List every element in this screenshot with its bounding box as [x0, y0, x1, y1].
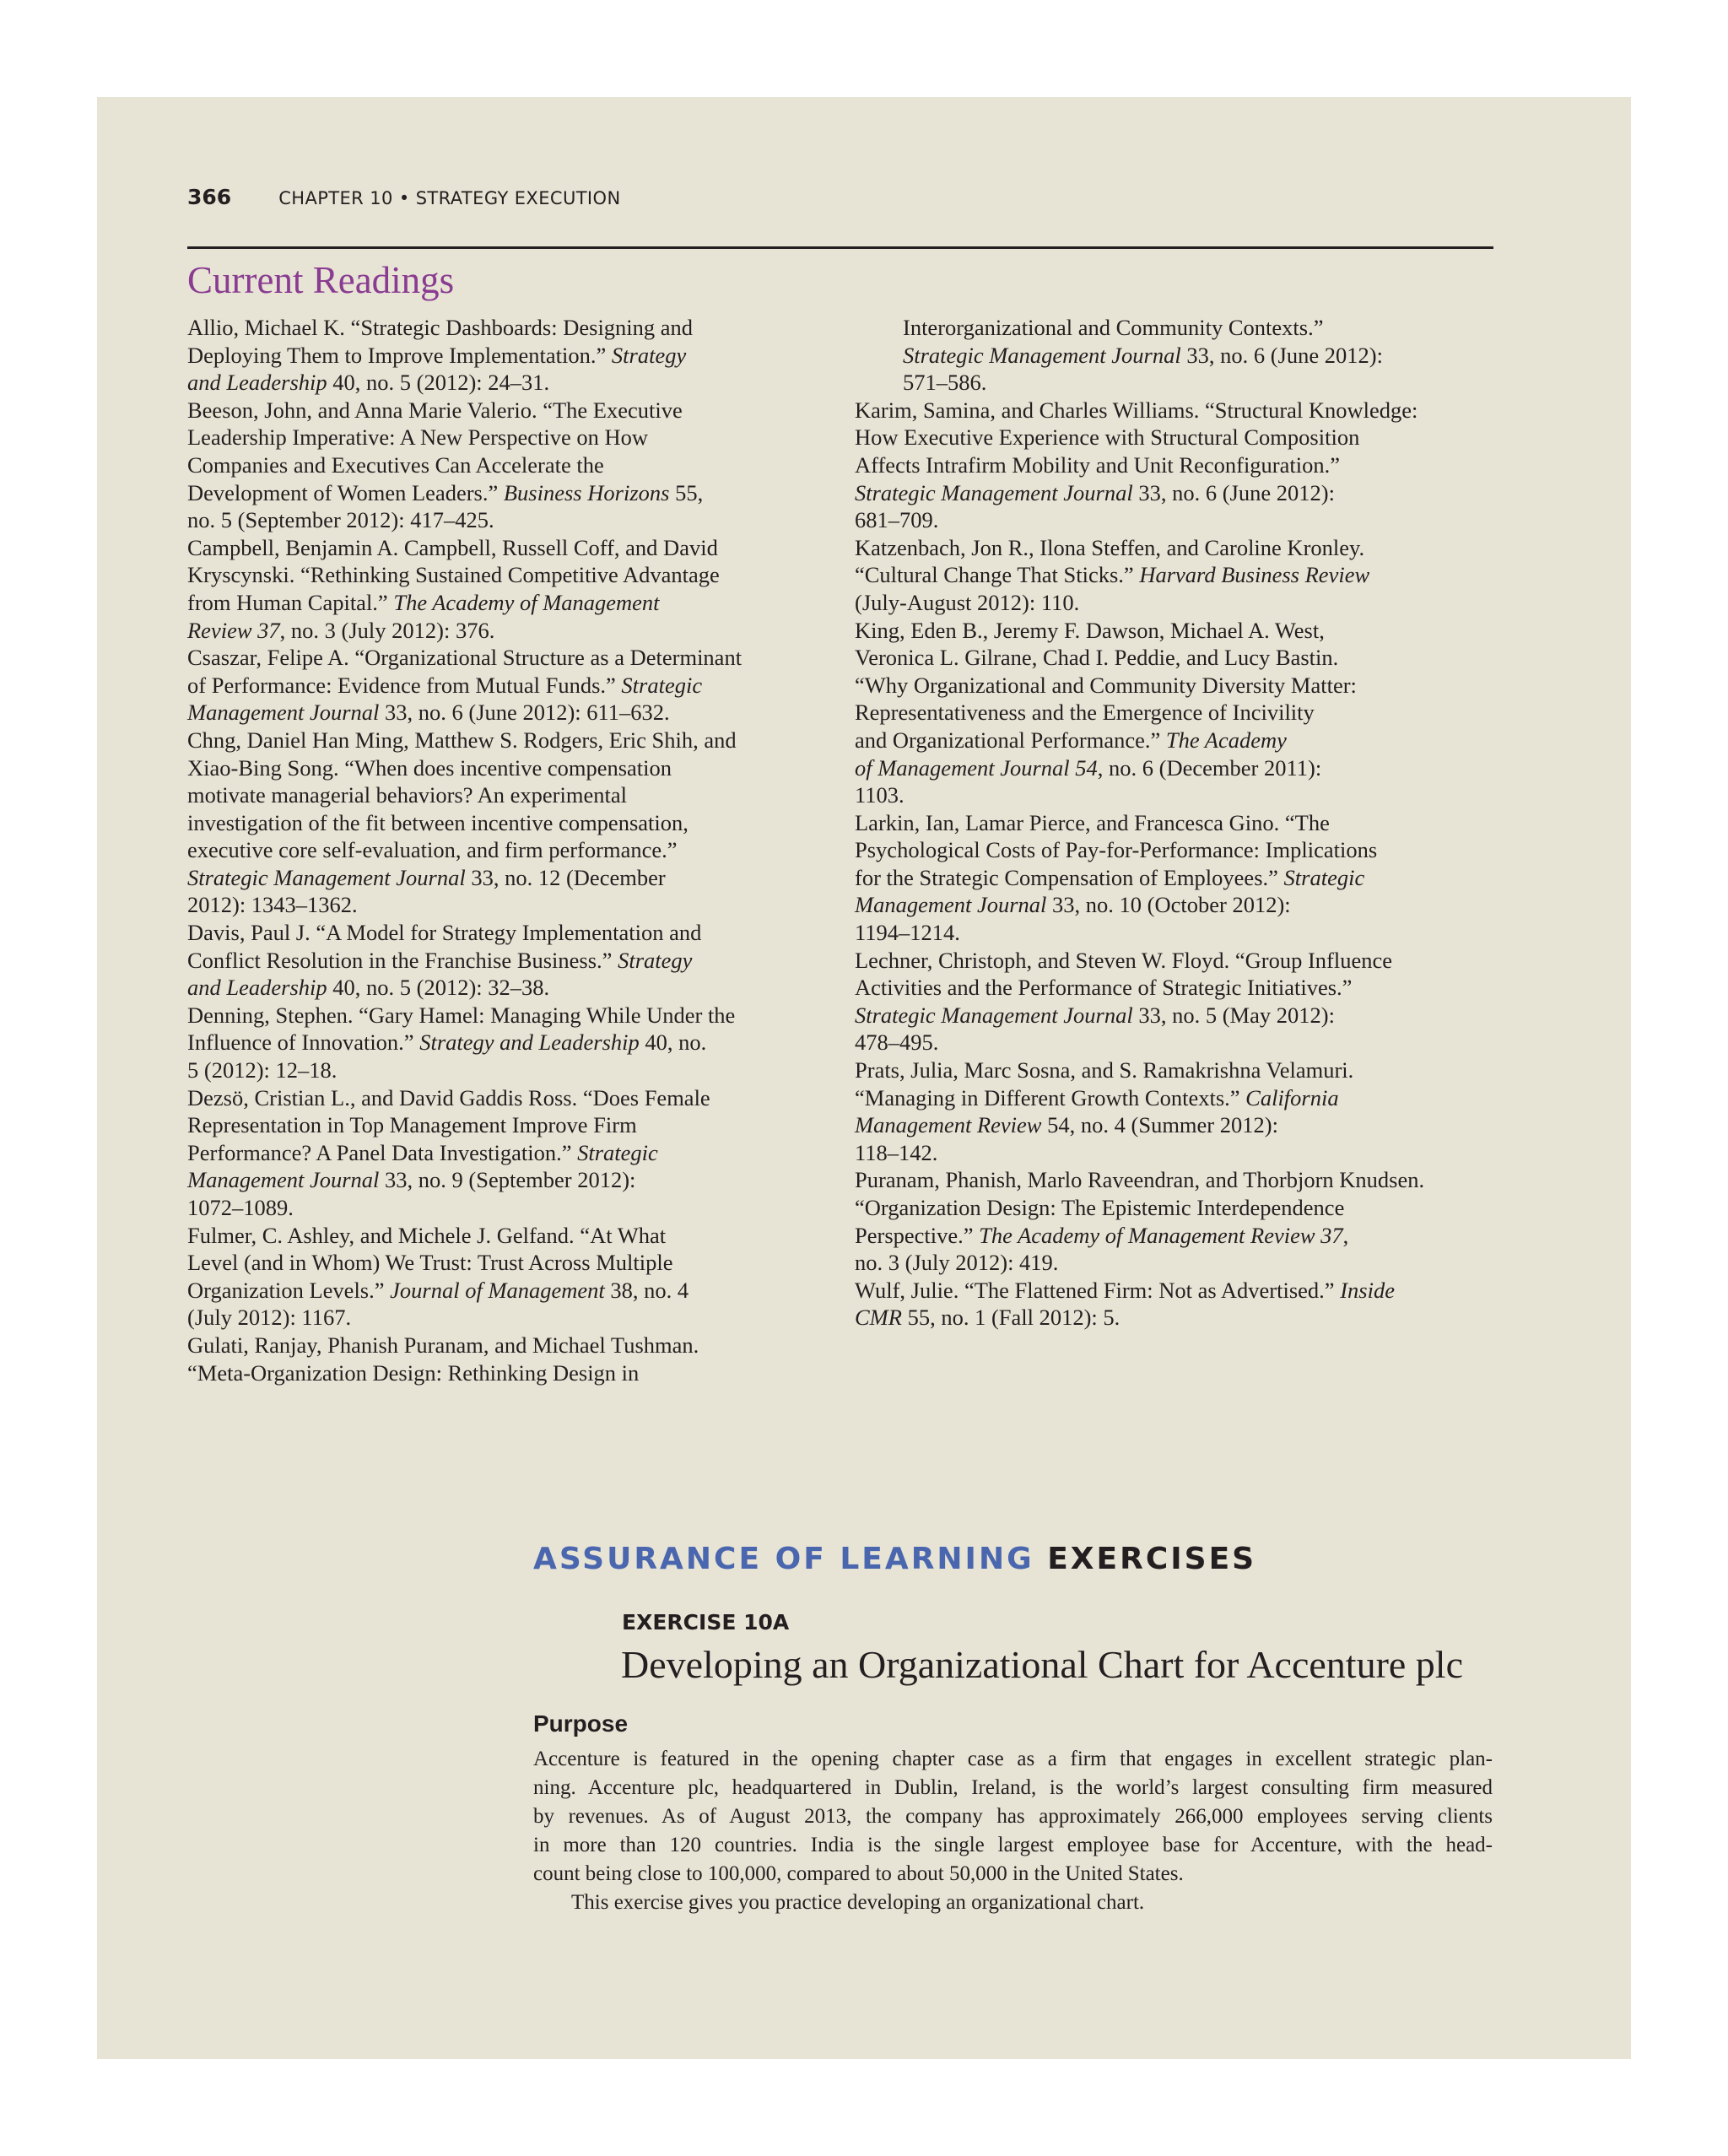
reference-entry: Karim, Samina, and Charles Williams. “Structural Knowledge: How Executive Experience with Structural Composition Affects Intrafirm Mobility and Unit Reconfiguration.” Strategic Management Journal 33, no. 6 (June 2012): 681–709.	[855, 397, 1418, 533]
aol-title-dark: EXERCISES	[1047, 1542, 1257, 1576]
page-number: 366	[187, 185, 232, 209]
exercise-label: EXERCISE 10A	[622, 1610, 790, 1635]
reference-entry: Prats, Julia, Marc Sosna, and S. Ramakrishna Velamuri. “Managing in Different Growth Contexts.” California Management Review 54, no. 4 (Summer 2012): 118–142.	[855, 1057, 1354, 1165]
purpose-line: ning. Accenture plc, headquartered in Dublin, Ireland, is the world’s largest consulting firm measured	[533, 1776, 1493, 1799]
header-rule	[187, 246, 1493, 249]
current-readings-title: Current Readings	[187, 259, 455, 301]
reference-entry: Campbell, Benjamin A. Campbell, Russell Coff, and David Kryscynski. “Rethinking Sustained Competitive Advantage from Human Capital.” The Academy of Management Review 37, no. 3 (July 2012): 376.	[187, 534, 720, 643]
reference-entry: Fulmer, C. Ashley, and Michele J. Gelfand. “At What Level (and in Whom) We Trust: Trust Across Multiple Organization Levels.” Journal of Management 38, no. 4 (July 2012): 1167.	[187, 1222, 689, 1331]
purpose-heading: Purpose	[533, 1710, 629, 1737]
readings-right-column	[855, 314, 1509, 1332]
reference-entry: Lechner, Christoph, and Steven W. Floyd. “Group Influence Activities and the Performance of Strategic Initiatives.” Strategic Management Journal 33, no. 5 (May 2012): 478–495.	[855, 947, 1393, 1056]
reference-entry: Puranam, Phanish, Marlo Raveendran, and Thorbjorn Knudsen. “Organization Design: The Epistemic Interdependence Perspective.” The Academy of Management Review 37, no. 3 (July 2012): 419.	[855, 1167, 1425, 1276]
reference-entry: Allio, Michael K. “Strategic Dashboards: Designing and Deploying Them to Improve Implementation.” Strategy and Leadership 40, no. 5 (2012): 24–31.	[187, 315, 694, 396]
purpose-line: This exercise gives you practice developing an organizational chart.	[571, 1891, 1145, 1914]
reference-entry: Davis, Paul J. “A Model for Strategy Implementation and Conflict Resolution in the Franchise Business.” Strategy and Leadership 40, no. 5 (2012): 32–38.	[187, 920, 702, 1001]
reference-entry-continued: Interorganizational and Community Contexts.” Strategic Management Journal 33, no. 6 (June 2012): 571–586.	[903, 315, 1383, 396]
purpose-line: in more than 120 countries. India is the single largest employee base for Accenture, with the head-	[533, 1834, 1493, 1856]
reference-entry: Gulati, Ranjay, Phanish Puranam, and Michael Tushman. “Meta-Organization Design: Rethinking Design in	[187, 1332, 699, 1386]
purpose-line: count being close to 100,000, compared to about 50,000 in the United States.	[533, 1862, 1184, 1885]
reference-entry: Beeson, John, and Anna Marie Valerio. “The Executive Leadership Imperative: A New Perspective on How Companies and Executives Can Accelerate the Development of Women Leaders.” Business Horizons 55, no. 5 (September 2012): 417–425.	[187, 397, 704, 533]
reference-entry: Wulf, Julie. “The Flattened Firm: Not as Advertised.” Inside CMR 55, no. 1 (Fall 2012): 5.	[855, 1277, 1395, 1331]
reference-entry: Denning, Stephen. “Gary Hamel: Managing While Under the Influence of Innovation.” Strategy and Leadership 40, no. 5 (2012): 12–18.	[187, 1002, 736, 1083]
aol-title-blue: ASSURANCE OF LEARNING	[533, 1542, 1034, 1576]
purpose-line: by revenues. As of August 2013, the company has approximately 266,000 employees serving clients	[533, 1805, 1493, 1828]
reference-entry: Larkin, Ian, Lamar Pierce, and Francesca Gino. “The Psychological Costs of Pay-for-Performance: Implications for the Strategic Compensation of Employees.” Strategic Management Journal 33, no. 10 (October 2012): 1194–1214.	[855, 809, 1378, 946]
purpose-paragraph	[533, 1745, 1493, 1917]
exercise-title: Developing an Organizational Chart for Accenture plc	[621, 1643, 1464, 1686]
readings-left-column	[187, 314, 837, 1386]
reference-entry: Csaszar, Felipe A. “Organizational Structure as a Determinant of Performance: Evidence from Mutual Funds.” Strategic Management Journal 33, no. 6 (June 2012): 611–632.	[187, 645, 742, 726]
running-head	[187, 185, 621, 213]
assurance-of-learning-title	[533, 1538, 1256, 1581]
chapter-label: CHAPTER 10 • STRATEGY EXECUTION	[278, 188, 621, 208]
reference-entry: Katzenbach, Jon R., Ilona Steffen, and Caroline Kronley. “Cultural Change That Sticks.” Harvard Business Review (July-August 2012): 110.	[855, 534, 1370, 615]
reference-entry: Dezsö, Cristian L., and David Gaddis Ross. “Does Female Representation in Top Management Improve Firm Performance? A Panel Data Investigation.” Strategic Management Journal 33, no. 9 (September 2012): 1072–1089.	[187, 1084, 710, 1220]
purpose-line: Accenture is featured in the opening chapter case as a firm that engages in excellent strategic plan-	[533, 1748, 1493, 1770]
reference-entry: King, Eden B., Jeremy F. Dawson, Michael A. West, Veronica L. Gilrane, Chad I. Peddie, and Lucy Bastin. “Why Organizational and Community Diversity Matter: Representativeness and the Emergence of Incivility and Organizational Performance.” The Academy of Management Journal 54, no. 6 (December 2011): 1103.	[855, 617, 1357, 808]
reference-entry: Chng, Daniel Han Ming, Matthew S. Rodgers, Eric Shih, and Xiao-Bing Song. “When does incentive compensation motivate managerial behaviors? An experimental investigation of the fit between incentive compensation, executive core self-evaluation, and firm performance.” Strategic Management Journal 33, no. 12 (December 2012): 1343–1362.	[187, 727, 737, 918]
